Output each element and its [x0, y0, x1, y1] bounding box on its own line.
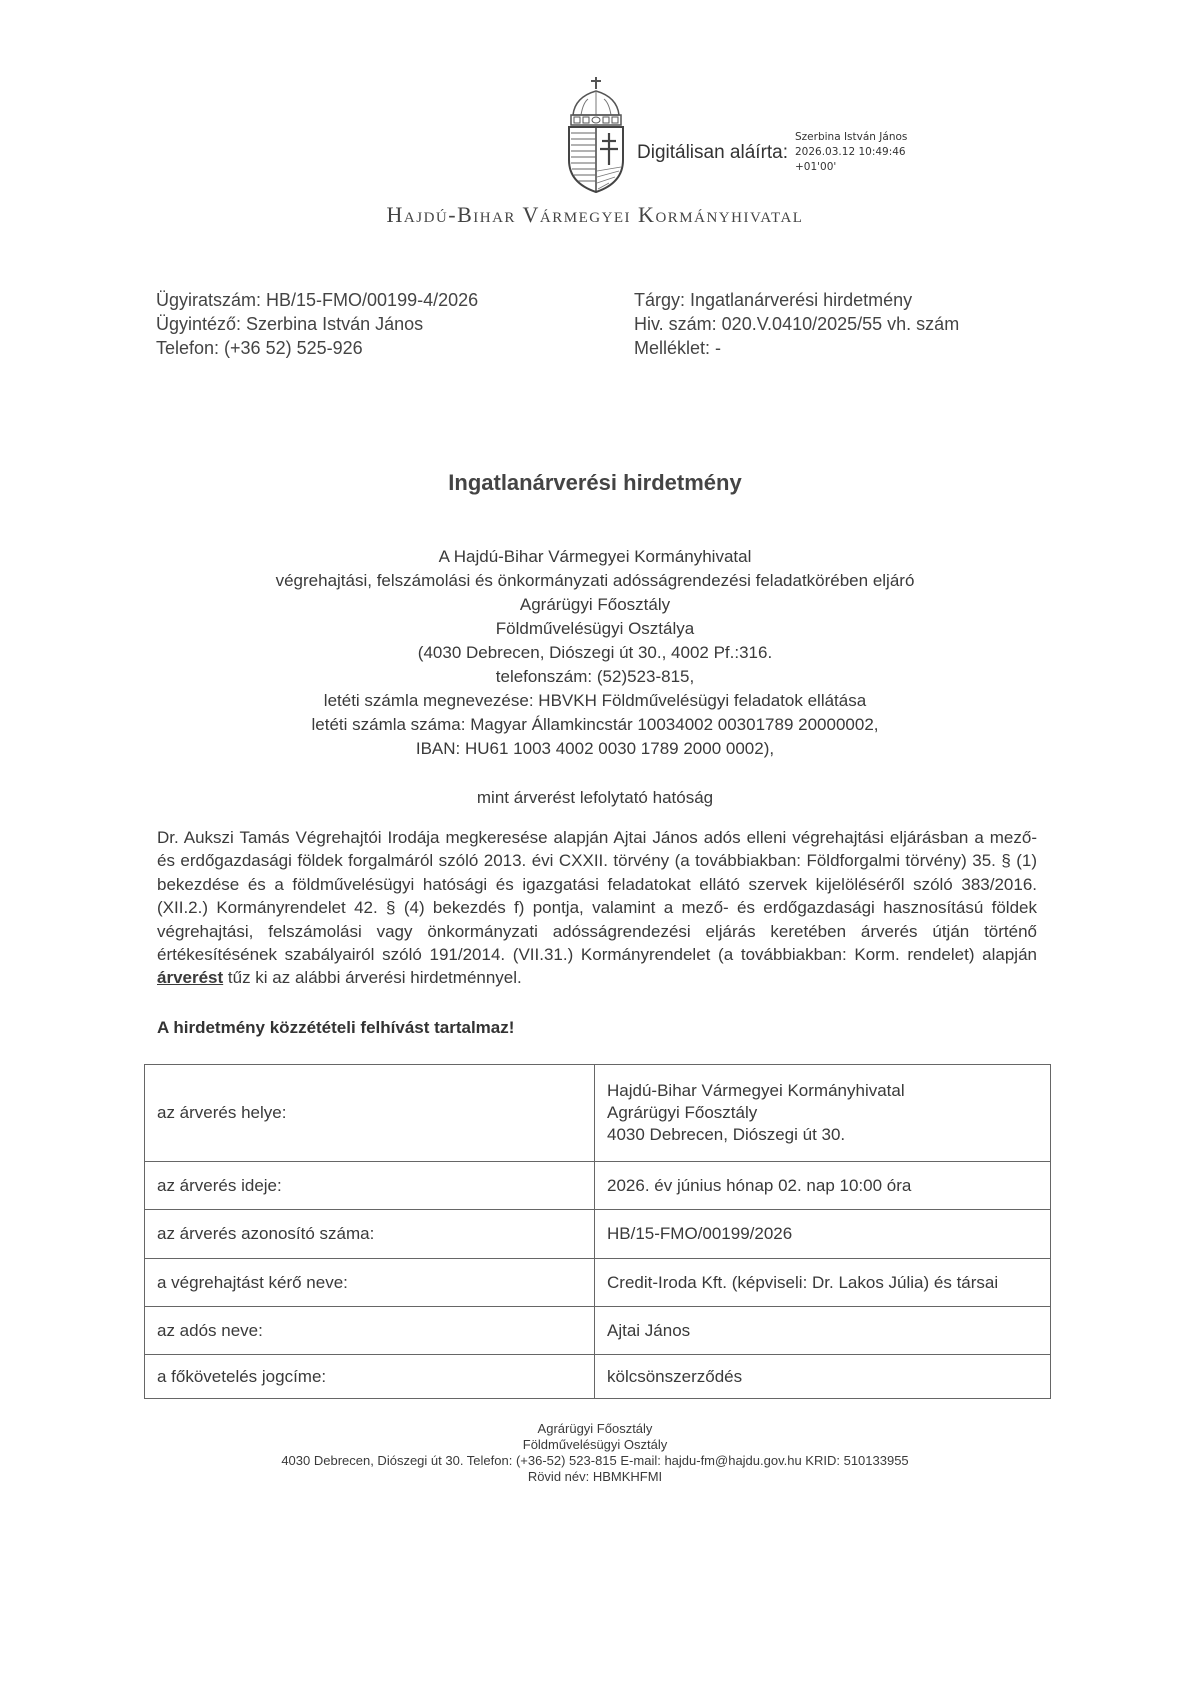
authority-line: A Hajdú-Bihar Vármegyei Kormányhivatal [438, 547, 752, 566]
publication-notice: A hirdetmény közzétételi felhívást tartalmaz! [157, 1018, 515, 1037]
row-label: az adós neve: [145, 1307, 595, 1355]
case-number: Ügyiratszám: HB/15-FMO/00199-4/2026 [156, 290, 479, 310]
office-title: Hajdú-Bihar Vármegyei Kormányhivatal [386, 202, 804, 227]
attachment: Melléklet: - [634, 338, 722, 358]
reference-number: Hiv. szám: 020.V.0410/2025/55 vh. szám [634, 314, 960, 334]
signature-timestamp: 2026.03.12 10:49:46 [795, 146, 906, 158]
emphasized-word: árverést [157, 968, 224, 988]
row-value [595, 1065, 1051, 1162]
case-handler: Ügyintéző: Szerbina István János [156, 314, 424, 334]
page-footer [0, 1421, 1190, 1485]
table-row [145, 1162, 1051, 1210]
row-label: az árverés ideje: [145, 1162, 595, 1210]
authority-role: mint árverést lefolytató hatóság [476, 788, 714, 807]
value-line: Hajdú-Bihar Vármegyei Kormányhivatal [607, 1081, 905, 1100]
signature-timezone: +01'00' [795, 161, 837, 173]
row-value: Ajtai János [595, 1307, 1051, 1355]
signer-name: Szerbina István János [795, 131, 908, 143]
auction-details-table [144, 1064, 1051, 1399]
case-phone: Telefon: (+36 52) 525-926 [156, 338, 363, 358]
row-label: a végrehajtást kérő neve: [145, 1259, 595, 1307]
authority-line: végrehajtási, felszámolási és önkormányzati adósságrendezési feladatkörében eljáró [275, 571, 915, 590]
digital-signature-label: Digitálisan aláírta: [637, 142, 789, 163]
subject-reference-block [634, 288, 959, 360]
table-row [145, 1355, 1051, 1399]
table-row [145, 1307, 1051, 1355]
value-line: 4030 Debrecen, Diószegi út 30. [607, 1125, 846, 1144]
body-text-end: tűz ki az alábbi árverési hirdetménnyel. [223, 968, 522, 988]
authority-block [0, 545, 1190, 761]
row-value: Credit-Iroda Kft. (képviseli: Dr. Lakos Júlia) és társai [595, 1259, 1051, 1307]
row-value: HB/15-FMO/00199/2026 [595, 1210, 1051, 1259]
footer-short-name: Rövid név: HBMKHFMI [527, 1469, 663, 1484]
authority-line: letéti számla száma: Magyar Államkincstár 10034002 00301789 20000002, [311, 715, 879, 734]
body-paragraph [157, 826, 1037, 990]
footer-contact: 4030 Debrecen, Diószegi út 30. Telefon: (+36-52) 523-815 E-mail: hajdu-fm@hajdu.gov.hu KRID: 510133955 [281, 1453, 909, 1468]
document-title: Ingatlanárverési hirdetmény [448, 470, 742, 495]
case-reference-block [156, 288, 478, 360]
body-text: Dr. Aukszi Tamás Végrehajtói Irodája megkeresése alapján Ajtai János adós elleni végrehajtási eljárásban a mező- és erdőgazdasági földek forgalmáról szóló 2013. évi CXXII. törvény (a továbbiakban: Földforgalmi törvény) 35. § (1) bekezdése és a földművelésügyi hatósági és igazgatási feladatokat ellátó szervek kijelöléséről szóló 383/2016. (XII.2.) Kormányrendelet 42. § (4) bekezdés f) pontja, valamint a mező- és erdőgazdasági hasznosítású földek végrehajtási, felszámolási vagy önkormányzati adósságrendezési eljárás keretében árverés útján történő értékesítésének szabályairól szóló 191/2014. (VII.31.) Kormányrendelet (a továbbiakban: Korm. rendelet) alapján [157, 828, 1037, 965]
row-label: az árverés helye: [145, 1065, 595, 1162]
row-label: a főkövetelés jogcíme: [145, 1355, 595, 1399]
table-row [145, 1259, 1051, 1307]
subject: Tárgy: Ingatlanárverési hirdetmény [634, 290, 913, 310]
coat-of-arms-icon [561, 75, 631, 195]
digital-signature-details [795, 130, 907, 175]
row-value: 2026. év június hónap 02. nap 10:00 óra [595, 1162, 1051, 1210]
value-line: Agrárügyi Főosztály [607, 1103, 758, 1122]
row-label: az árverés azonosító száma: [145, 1210, 595, 1259]
row-value: kölcsönszerződés [595, 1355, 1051, 1399]
table-row [145, 1065, 1051, 1162]
authority-line: IBAN: HU61 1003 4002 0030 1789 2000 0002), [415, 739, 775, 758]
authority-line: (4030 Debrecen, Diószegi út 30., 4002 Pf.:316. [417, 643, 773, 662]
authority-line: Agrárügyi Főosztály [519, 595, 671, 614]
authority-line: telefonszám: (52)523-815, [495, 667, 695, 686]
footer-line: Földművelésügyi Osztály [522, 1437, 668, 1452]
footer-line: Agrárügyi Főosztály [537, 1421, 653, 1436]
authority-line: Földművelésügyi Osztálya [495, 619, 695, 638]
authority-line: letéti számla megnevezése: HBVKH Földművelésügyi feladatok ellátása [323, 691, 867, 710]
table-row [145, 1210, 1051, 1259]
